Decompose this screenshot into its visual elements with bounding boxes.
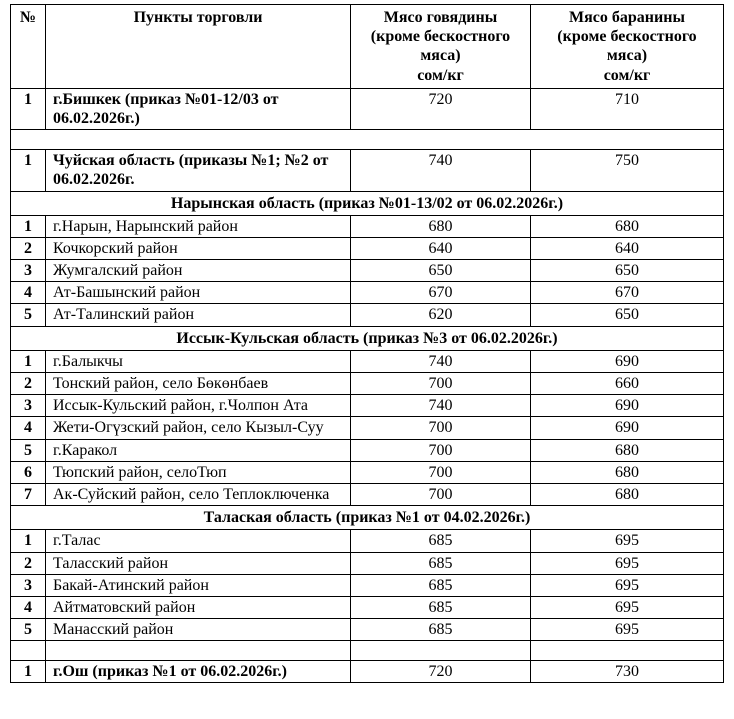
trading-point-name: Жумгалский район xyxy=(46,260,351,282)
row-number: 1 xyxy=(11,530,46,552)
beef-price: 650 xyxy=(351,260,531,282)
mutton-price: 750 xyxy=(531,150,724,191)
row-number: 1 xyxy=(11,661,46,683)
beef-price: 680 xyxy=(351,215,531,237)
row-number: 3 xyxy=(11,260,46,282)
beef-price: 685 xyxy=(351,574,531,596)
trading-point-name: Тонский район, село Бөкөнбаев xyxy=(46,373,351,395)
row-number: 3 xyxy=(11,574,46,596)
table-row xyxy=(11,596,724,618)
table-row xyxy=(11,395,724,417)
trading-point-name: Манасский район xyxy=(46,619,351,641)
beef-price: 740 xyxy=(351,150,531,191)
beef-price: 740 xyxy=(351,350,531,372)
mutton-price: 690 xyxy=(531,395,724,417)
mutton-price: 650 xyxy=(531,260,724,282)
table-row xyxy=(11,574,724,596)
row-number: 3 xyxy=(11,395,46,417)
empty-cell xyxy=(11,641,46,661)
beef-price: 700 xyxy=(351,483,531,505)
trading-point-name: г.Нарын, Нарынский район xyxy=(46,215,351,237)
mutton-price: 670 xyxy=(531,282,724,304)
trading-point-name: Кочкорский район xyxy=(46,237,351,259)
section-header: Нарынская область (приказ №01-13/02 от 06.02.2026г.) xyxy=(11,191,724,215)
section-header-row xyxy=(11,506,724,530)
mutton-price: 680 xyxy=(531,461,724,483)
trading-point-name: г.Каракол xyxy=(46,439,351,461)
trading-point-name: г.Балыкчы xyxy=(46,350,351,372)
col-header-trading-points: Пункты торговли xyxy=(46,5,351,89)
trading-point-name: Бакай-Атинский район xyxy=(46,574,351,596)
mutton-price: 660 xyxy=(531,373,724,395)
beef-price: 685 xyxy=(351,619,531,641)
table-row xyxy=(11,304,724,326)
row-number: 4 xyxy=(11,596,46,618)
row-number: 1 xyxy=(11,150,46,191)
row-number: 2 xyxy=(11,552,46,574)
mutton-price: 680 xyxy=(531,215,724,237)
mutton-price: 650 xyxy=(531,304,724,326)
table-row xyxy=(11,619,724,641)
mutton-price: 695 xyxy=(531,574,724,596)
mutton-price: 690 xyxy=(531,350,724,372)
section-header-row xyxy=(11,191,724,215)
col-header-number: № xyxy=(11,5,46,89)
row-number: 4 xyxy=(11,282,46,304)
trading-point-name: Айтматовский район xyxy=(46,596,351,618)
trading-point-name: Иссык-Кульский район, г.Чолпон Ата xyxy=(46,395,351,417)
section-header: Талаская область (приказ №1 от 04.02.2026г.) xyxy=(11,506,724,530)
mutton-price: 680 xyxy=(531,483,724,505)
trading-point-name: Таласский район xyxy=(46,552,351,574)
table-row xyxy=(11,215,724,237)
row-number: 4 xyxy=(11,417,46,439)
mutton-price: 710 xyxy=(531,88,724,129)
trading-point-name: г.Бишкек (приказ №01-12/03 от 06.02.2026г.) xyxy=(46,88,351,129)
beef-price: 685 xyxy=(351,530,531,552)
beef-price: 640 xyxy=(351,237,531,259)
trading-point-name: Ат-Талинский район xyxy=(46,304,351,326)
row-number: 5 xyxy=(11,304,46,326)
beef-price: 700 xyxy=(351,439,531,461)
meat-price-table xyxy=(10,4,724,683)
beef-price: 740 xyxy=(351,395,531,417)
row-number: 1 xyxy=(11,350,46,372)
header-row xyxy=(11,5,724,89)
row-number: 5 xyxy=(11,439,46,461)
table-row xyxy=(11,88,724,129)
table-row xyxy=(11,530,724,552)
empty-cell xyxy=(351,641,531,661)
beef-price: 685 xyxy=(351,552,531,574)
row-number: 1 xyxy=(11,215,46,237)
table-header xyxy=(11,5,724,89)
mutton-price: 695 xyxy=(531,530,724,552)
mutton-price: 730 xyxy=(531,661,724,683)
table-row xyxy=(11,260,724,282)
trading-point-name: Чуйская область (приказы №1; №2 от 06.02.2026г. xyxy=(46,150,351,191)
col-header-beef-price: Мясо говядины (кроме бескостного мяса) сом/кг xyxy=(351,5,531,89)
section-header-row xyxy=(11,326,724,350)
table-row xyxy=(11,483,724,505)
trading-point-name: Ак-Суйский район, село Теплоключенка xyxy=(46,483,351,505)
table-row xyxy=(11,373,724,395)
beef-price: 700 xyxy=(351,461,531,483)
table-row xyxy=(11,350,724,372)
table-row xyxy=(11,661,724,683)
row-number: 1 xyxy=(11,88,46,129)
table-row xyxy=(11,282,724,304)
table-row xyxy=(11,150,724,191)
beef-price: 700 xyxy=(351,373,531,395)
table-row xyxy=(11,552,724,574)
table-row xyxy=(11,461,724,483)
table-row xyxy=(11,439,724,461)
mutton-price: 695 xyxy=(531,552,724,574)
beef-price: 700 xyxy=(351,417,531,439)
trading-point-name: Тюпский район, селоТюп xyxy=(46,461,351,483)
beef-price: 620 xyxy=(351,304,531,326)
empty-cell xyxy=(46,641,351,661)
mutton-price: 680 xyxy=(531,439,724,461)
row-number: 5 xyxy=(11,619,46,641)
mutton-price: 690 xyxy=(531,417,724,439)
spacer-cell xyxy=(11,130,724,150)
beef-price: 670 xyxy=(351,282,531,304)
price-table-body xyxy=(11,88,724,683)
table-row xyxy=(11,237,724,259)
spacer-row-cells xyxy=(11,641,724,661)
row-number: 6 xyxy=(11,461,46,483)
row-number: 2 xyxy=(11,373,46,395)
section-header: Иссык-Кульская область (приказ №3 от 06.02.2026г.) xyxy=(11,326,724,350)
table-row xyxy=(11,417,724,439)
mutton-price: 695 xyxy=(531,619,724,641)
trading-point-name: Ат-Башынский район xyxy=(46,282,351,304)
spacer-row-merged xyxy=(11,130,724,150)
row-number: 2 xyxy=(11,237,46,259)
col-header-mutton-price: Мясо баранины (кроме бескостного мяса) сом/кг xyxy=(531,5,724,89)
empty-cell xyxy=(531,641,724,661)
trading-point-name: Жети-Огүзский район, село Кызыл-Суу xyxy=(46,417,351,439)
beef-price: 720 xyxy=(351,661,531,683)
row-number: 7 xyxy=(11,483,46,505)
trading-point-name: г.Талас xyxy=(46,530,351,552)
trading-point-name: г.Ош (приказ №1 от 06.02.2026г.) xyxy=(46,661,351,683)
mutton-price: 640 xyxy=(531,237,724,259)
beef-price: 720 xyxy=(351,88,531,129)
beef-price: 685 xyxy=(351,596,531,618)
mutton-price: 695 xyxy=(531,596,724,618)
